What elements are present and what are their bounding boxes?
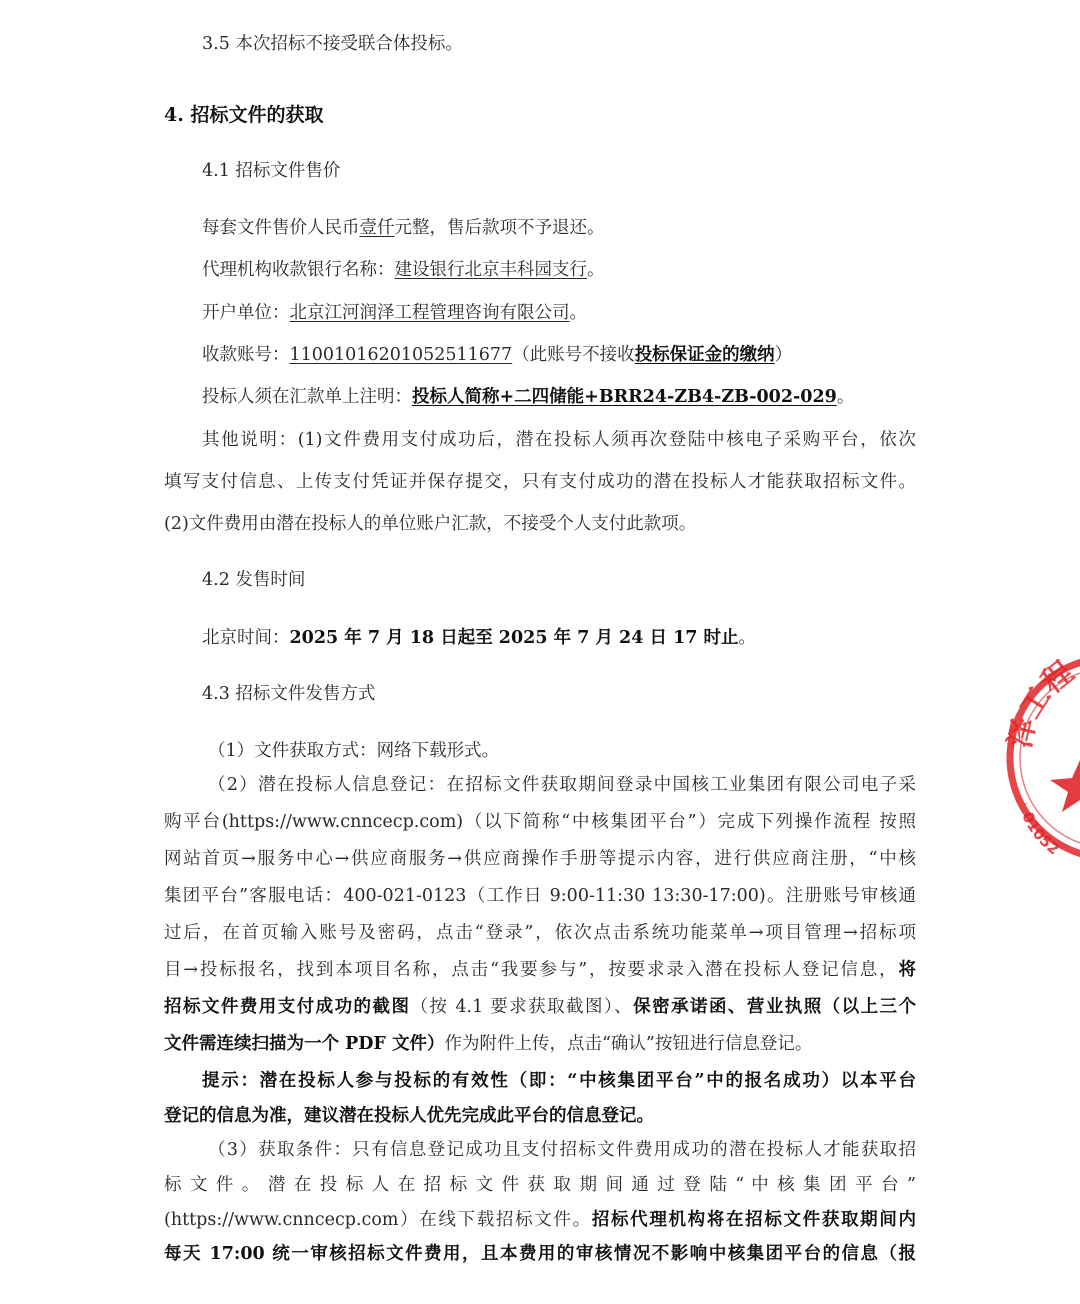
company-seal-stamp <box>990 630 1080 880</box>
text: 元整，售后款项不予退还。 <box>394 218 605 238</box>
text: 3.5 本次招标不接受联合体投标。 <box>202 34 463 54</box>
bold-text: 提示：潜在投标人参与投标的有效性（即：“中核集团平台”中的报名成功）以本平台 <box>202 1071 916 1091</box>
text: 4.2 发售时间 <box>202 570 306 590</box>
text: 投标人须在汇款单上注明： <box>202 387 412 407</box>
underlined-text: 11001016201052511677 <box>289 345 513 365</box>
bold-text: 登记的信息为准，建议潜在投标人优先完成此平台的信息登记。 <box>164 1106 654 1126</box>
text: 4. 招标文件的获取 <box>164 104 324 126</box>
text-line <box>202 32 916 56</box>
text: 。 <box>569 303 587 323</box>
text: 。 <box>836 387 855 407</box>
text-line <box>208 739 916 763</box>
underlined-text: 建设银行北京丰科园支行 <box>394 260 587 280</box>
text: （3）获取条件：只有信息登记成功且支付招标文件费用成功的潜在投标人才能获取招 <box>208 1140 916 1160</box>
stamp-star <box>1050 760 1080 812</box>
svg-text:泽工程 <box>1002 655 1080 752</box>
text-line <box>208 1138 916 1162</box>
text: 作为附件上传，点击“确认”按钮进行信息登记。 <box>444 1034 813 1054</box>
bold-text: 每天 17:00 统一审核招标文件费用，且本费用的审核情况不影响中核集团平台的信息（报 <box>164 1244 916 1264</box>
text: 。 <box>738 628 757 648</box>
text: 。 <box>587 260 605 280</box>
text: (2)文件费用由潜在投标人的单位账户汇款，不接受个人支付此款项。 <box>164 514 697 534</box>
text-line <box>164 1173 916 1197</box>
section-heading <box>164 103 916 127</box>
text-line <box>164 512 916 536</box>
bold-text: 2025 年 7 月 18 日起至 2025 年 7 月 24 日 17 时止 <box>289 628 739 648</box>
text: 其他说明：(1)文件费用支付成功后，潜在投标人须再次登陆中核电子采购平台，依次 <box>202 430 916 450</box>
text-line <box>164 1208 916 1232</box>
stamp-top-text: 泽工程 <box>1002 654 1080 752</box>
text-line <box>202 682 916 706</box>
bold-text: 投标保证金的缴纳 <box>634 345 775 365</box>
stamp-bottom-text: 01052 <box>1018 808 1063 859</box>
text-line <box>202 343 916 367</box>
text: 每套文件售价人民币 <box>202 218 360 238</box>
text: 标 文 件 。 潜 在 投 标 人 在 招 标 文 件 获 取 期 间 通 过 登 陆 “ 中 核 集 团 平 台 ” <box>164 1175 916 1195</box>
text-line <box>164 1242 916 1266</box>
text: 过后，在首页输入账号及密码，点击“登录”，依次点击系统功能菜单→项目管理→招标项 <box>164 923 916 943</box>
bold-text: 招标代理机构将在招标文件获取期间内 <box>591 1210 916 1230</box>
text: 购平台(https://www.cnncecp.com)（以下简称“中核集团平台”）完成下列操作流程 按照 <box>164 812 916 832</box>
underlined-text: 北京江河润泽工程管理咨询有限公司 <box>289 303 570 323</box>
text-line <box>202 301 916 325</box>
text-line <box>164 470 916 494</box>
bold-text: 文件需连续扫描为一个 PDF 文件） <box>164 1034 445 1054</box>
text: 代理机构收款银行名称： <box>202 260 395 280</box>
text: 4.3 招标文件发售方式 <box>202 684 376 704</box>
text-line <box>202 626 916 650</box>
text: 网站首页→服务中心→供应商服务→供应商操作手册等提示内容，进行供应商注册，“中核 <box>164 849 916 869</box>
text: (https://www.cnncecp.com）在线下载招标文件。 <box>164 1210 592 1230</box>
text: 集团平台”客服电话：400-021-0123（工作日 9:00-11:30 13:30-17:00)。注册账号审核通 <box>164 886 916 906</box>
text: 目→投标报名，找到本项目名称，点击“我要参与”，按要求录入潜在投标人登记信息， <box>164 960 899 980</box>
text-line <box>208 773 916 797</box>
text-line <box>164 1032 916 1056</box>
text: 北京时间： <box>202 628 290 648</box>
text-line <box>164 810 916 834</box>
text: 4.1 招标文件售价 <box>202 161 341 181</box>
text: 收款账号： <box>202 345 290 365</box>
text: ） <box>774 345 793 365</box>
bold-text: 将 <box>898 960 916 980</box>
text-line <box>164 921 916 945</box>
text-line <box>202 1069 916 1093</box>
bold-text: 招标文件费用支付成功的截图 <box>164 997 411 1017</box>
text-line <box>164 995 916 1019</box>
text-line <box>164 884 916 908</box>
underlined-text: 壹仟 <box>359 218 395 238</box>
text-line <box>202 428 916 452</box>
text-line <box>202 258 916 282</box>
text: 开户单位： <box>202 303 290 323</box>
svg-text:·: · <box>1024 797 1028 811</box>
text-line <box>202 568 916 592</box>
text-line <box>164 1104 916 1128</box>
svg-text:01052 <box>1018 809 1063 858</box>
text-line <box>202 385 916 409</box>
text-line <box>164 958 916 982</box>
text-line <box>202 159 916 183</box>
text: 填写支付信息、上传支付凭证并保存提交，只有支付成功的潜在投标人才能获取招标文件。 <box>164 472 916 492</box>
bold-text: 投标人简称+二四储能+BRR24-ZB4-ZB-002-029 <box>412 387 837 407</box>
bold-text: 保密承诺函、营业执照（以上三个 <box>633 997 916 1017</box>
text-line <box>202 216 916 240</box>
text: （按 4.1 要求获取截图）、 <box>410 997 634 1017</box>
text: （1）文件获取方式：网络下载形式。 <box>208 741 500 761</box>
text-line <box>164 847 916 871</box>
text: （此账号不接收 <box>512 345 635 365</box>
text: （2）潜在投标人信息登记：在招标文件获取期间登录中国核工业集团有限公司电子采 <box>208 775 916 795</box>
